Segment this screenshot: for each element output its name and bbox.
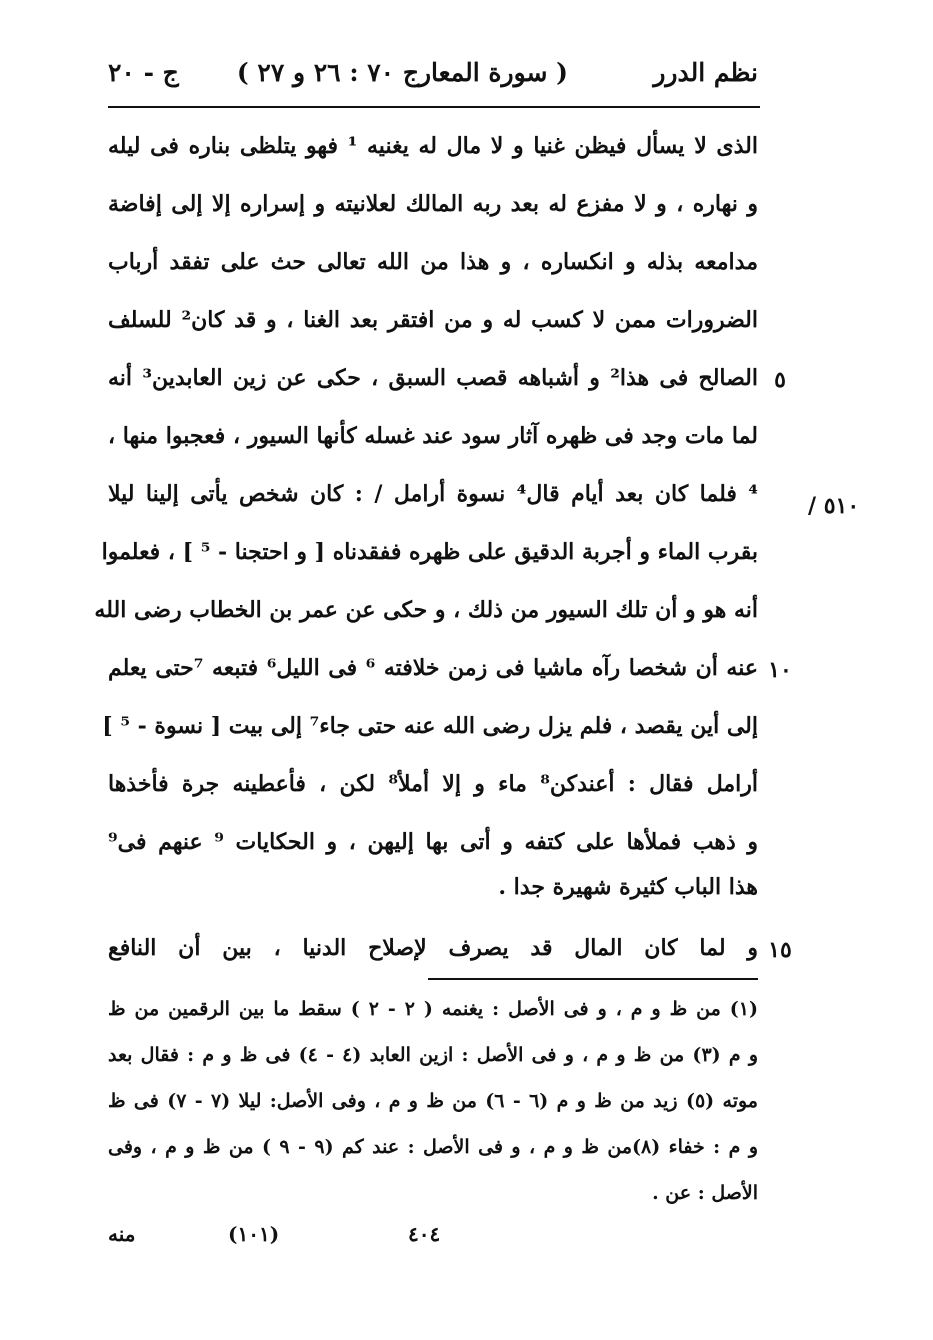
margin-manuscript-ref: / ٥١٠ <box>808 493 860 519</box>
book-title: نظم الدرر <box>653 58 758 87</box>
text-line: الذى لا يسأل فيظن غنيا و لا مال له يغنيه ¹ فهو يتلظى بناره فى ليله <box>108 133 759 159</box>
footnote-rule <box>428 978 758 980</box>
text-line: أنه هو و أن تلك السيور من ذلك ، و حكى عن عمر بن الخطاب رضى الله <box>94 597 758 623</box>
footnote-line: (١) من ظ و م ، و فى الأصل : يغنمه ( ٢ - ٢ ) سقط ما بين الرقمين من ظ <box>108 998 758 1020</box>
footnote-line: و م (٣) من ظ و م ، و فى الأصل : ازين العابد (٤ - ٤) فى ظ و م : فقال بعد <box>108 1044 759 1066</box>
header-rule <box>108 106 760 108</box>
part-number: ج - ٢٠ <box>108 58 179 87</box>
page-number: ٤٠٤ <box>408 1222 441 1246</box>
text-line: أرامل فقال : أعندكن⁸ ماء و إلا أملأ⁸ لكن ، فأعطينه جرة فأخذها <box>108 771 759 797</box>
surah-reference: ( سورة المعارج ٧٠ : ٢٦ و ٢٧ ) <box>236 58 568 87</box>
text-line: عنه أن شخصا رآه ماشيا فى زمن خلافته ⁶ فى الليل⁶ فتبعه ⁷حتى يعلم <box>108 655 758 681</box>
text-line: لما مات وجد فى ظهره آثار سود عند غسله كأنها السيور ، فعجبوا منها ، <box>108 423 758 449</box>
text-line: إلى أين يقصد ، فلم يزل رضى الله عنه حتى جاء⁷ إلى بيت [ نسوة - ⁵ ] <box>102 713 758 739</box>
text-line: و ذهب فملأها على كتفه و أتى بها إليهن ، و الحكايات ⁹ عنهم فى⁹ <box>108 829 758 855</box>
footnote-line: موته (٥) زيد من ظ و م (٦ - ٦) من ظ و م ، وفى الأصل: ليلا (٧ - ٧) فى ظ <box>108 1090 758 1112</box>
text-line: هذا الباب كثيرة شهيرة جدا . <box>498 874 758 900</box>
footnote-line: الأصل : عن . <box>652 1182 758 1204</box>
footnote-line: و م : خفاء (٨)من ظ و م ، و فى الأصل : عند كم (٩ - ٩ ) من ظ و م ، وفى <box>108 1136 758 1158</box>
line-number-10: ١٠ <box>768 657 792 683</box>
text-line: و لما كان المال قد يصرف لإصلاح الدنيا ، بين أن النافع <box>108 935 758 961</box>
text-line: الضرورات ممن لا كسب له و من افتقر بعد الغنا ، و قد كان² للسلف <box>108 307 758 333</box>
signature-mark: منه <box>108 1222 136 1246</box>
line-number-5: ٥ <box>774 367 786 393</box>
sheet-number: (١٠١) <box>228 1222 280 1246</box>
text-line: الصالح فى هذا² و أشباهه قصب السبق ، حكى عن زين العابدين³ أنه <box>108 365 758 391</box>
text-line: ⁴ فلما كان بعد أيام قال⁴ نسوة أرامل / : كان شخص يأتى إلينا ليلا <box>108 481 759 507</box>
text-line: مدامعه بذله و انكساره ، و هذا من الله تعالى حث على تفقد أرباب <box>108 249 758 275</box>
text-line: بقرب الماء و أجربة الدقيق على ظهره ففقدناه [ و احتجنا - ⁵ ] ، فعلموا <box>101 539 758 565</box>
running-header <box>108 52 758 96</box>
text-line: و نهاره ، و لا مفزع له بعد ربه المالك لعلانيته و إسراره إلا إلى إفاضة <box>108 191 758 217</box>
page-footer <box>108 1222 758 1258</box>
line-number-15: ١٥ <box>768 937 792 963</box>
